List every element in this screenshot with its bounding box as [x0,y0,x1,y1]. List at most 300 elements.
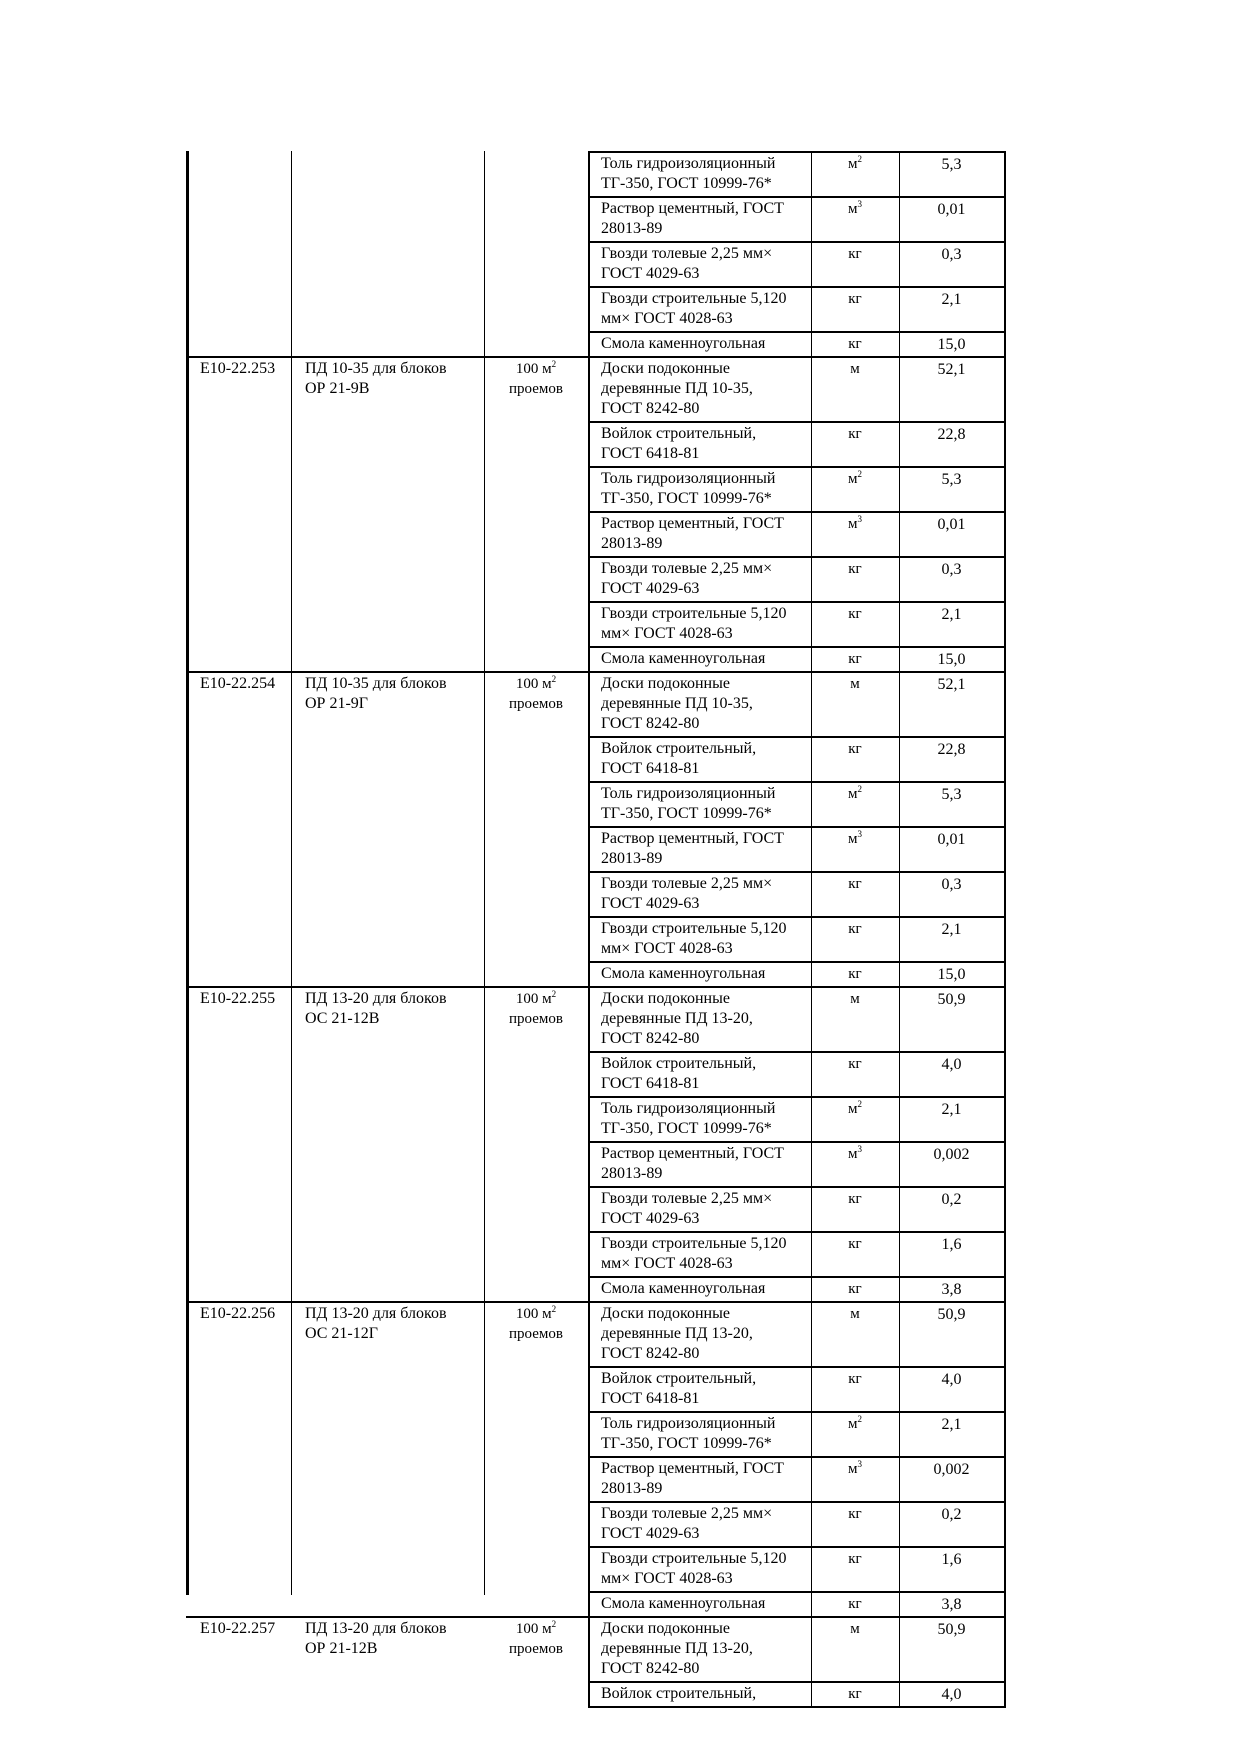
unit-cell [811,244,899,264]
material-name-line: Гвозди толевые 2,25 мм× [601,245,773,262]
material-row-divider [588,871,1006,873]
quantity-cell: 22,8 [937,741,966,758]
material-name-line: ГОСТ 6418-81 [601,760,700,777]
measurement-unit [484,674,588,714]
measurement-unit-line [484,989,588,1009]
unit-superscript: 2 [857,1414,862,1424]
material-name [601,334,808,354]
unit-cell [811,1304,899,1324]
measurement-unit-superscript: 2 [551,989,557,999]
column-divider-code [291,151,292,1595]
material-name-line: ГОСТ 4029-63 [601,265,700,282]
material-name-line: Гвозди строительные 5,120 [601,1235,787,1252]
material-row-divider [588,1501,1006,1503]
unit-cell [811,1279,899,1299]
unit-text: м [850,676,860,692]
material-name [601,199,808,239]
unit-text: м [848,1461,858,1477]
norm-description-line: ПД 10-35 для блоков [305,675,447,692]
unit-text: кг [848,921,862,937]
material-row-divider [588,1681,1006,1683]
norm-description [305,1304,482,1344]
quantity-cell: 2,1 [941,291,962,308]
material-name [601,1549,808,1589]
unit-text: м [850,1306,860,1322]
material-name-line: ГОСТ 4029-63 [601,580,700,597]
quantity-cell: 4,0 [941,1056,962,1073]
unit-cell [811,1684,899,1704]
material-name-line: Доски подоконные [601,360,730,377]
material-row-divider [588,1366,1006,1368]
quantity-cell: 5,3 [941,471,962,488]
material-name-line: Толь гидроизоляционный [601,155,776,172]
material-name-line: ГОСТ 4029-63 [601,1525,700,1542]
unit-superscript: 3 [857,1144,862,1154]
unit-cell [811,1594,899,1614]
norm-description-line: ПД 13-20 для блоков [305,1305,447,1322]
norm-description [305,1619,482,1659]
measurement-unit-line: проемов [509,1326,563,1342]
material-name-line: ТГ-350, ГОСТ 10999-76* [601,175,772,192]
unit-cell [811,359,899,379]
unit-text: м [848,1416,858,1432]
material-name [601,674,808,734]
material-name [601,1099,808,1139]
quantity-cell: 15,0 [937,336,966,353]
unit-cell [811,1414,899,1434]
quantity-cell: 1,6 [941,1236,962,1253]
unit-cell [811,919,899,939]
unit-cell [811,1144,899,1164]
measurement-unit-line [484,1619,588,1639]
unit-superscript: 3 [857,829,862,839]
unit-superscript: 2 [857,784,862,794]
norm-code: Е10-22.256 [200,1305,276,1322]
material-row-divider [588,961,1006,963]
material-row-divider [588,1706,1006,1708]
unit-superscript: 2 [857,154,862,164]
quantity-cell: 0,002 [933,1146,970,1163]
measurement-unit-superscript: 2 [551,674,557,684]
material-name [601,1594,808,1614]
material-name-line: Войлок строительный, [601,1685,757,1702]
material-name [601,919,808,959]
unit-superscript: 3 [857,199,862,209]
measurement-unit-line [484,359,588,379]
material-name-line: мм× ГОСТ 4028-63 [601,310,733,327]
material-name-line: Толь гидроизоляционный [601,1415,776,1432]
unit-cell [811,514,899,534]
material-row-divider [588,331,1006,333]
column-divider-material [811,151,812,1708]
material-name [601,469,808,509]
unit-text: кг [848,336,862,352]
material-row-divider [588,466,1006,468]
group-divider [186,986,1006,988]
group-divider [186,1301,1006,1303]
unit-text: кг [848,1551,862,1567]
quantity-cell: 0,3 [941,876,962,893]
material-name [601,1684,808,1704]
material-name-line: Доски подоконные [601,675,730,692]
material-name-line: Доски подоконные [601,1305,730,1322]
quantity-cell: 1,6 [941,1551,962,1568]
material-name-line: Доски подоконные [601,990,730,1007]
material-name-line: Гвозди толевые 2,25 мм× [601,560,773,577]
material-name-line: ТГ-350, ГОСТ 10999-76* [601,490,772,507]
unit-cell [811,289,899,309]
unit-text: кг [848,426,862,442]
unit-cell [811,649,899,669]
material-name-line: Гвозди толевые 2,25 мм× [601,1190,773,1207]
unit-text: кг [848,741,862,757]
norm-description [305,989,482,1029]
material-name-line: ТГ-350, ГОСТ 10999-76* [601,1120,772,1137]
quantity-cell: 50,9 [937,1621,966,1638]
quantity-cell: 0,2 [941,1191,962,1208]
unit-cell [811,1369,899,1389]
norm-description-line: ОС 21-12Г [305,1325,378,1342]
material-name [601,964,808,984]
material-name-line: Смола каменноугольная [601,965,766,982]
material-name-line: Раствор цементный, ГОСТ [601,200,784,217]
material-name-line: Гвозди строительные 5,120 [601,605,787,622]
unit-cell [811,674,899,694]
quantity-cell: 0,01 [937,831,966,848]
quantity-cell: 50,9 [937,1306,966,1323]
material-name [601,739,808,779]
material-row-divider [588,556,1006,558]
material-name-line: Толь гидроизоляционный [601,785,776,802]
material-name-line: Войлок строительный, [601,1055,757,1072]
norm-description [305,674,482,714]
material-row-divider [588,286,1006,288]
material-name-line: Войлок строительный, [601,425,757,442]
material-name [601,1234,808,1274]
measurement-unit-line: проемов [509,381,563,397]
unit-superscript: 2 [857,1099,862,1109]
material-name [601,829,808,869]
material-name-line: Раствор цементный, ГОСТ [601,515,784,532]
material-name-line: ГОСТ 6418-81 [601,1390,700,1407]
unit-cell [811,1549,899,1569]
unit-text: м [848,831,858,847]
quantity-cell: 15,0 [937,966,966,983]
quantity-cell: 3,8 [941,1596,962,1613]
material-name-line: 28013-89 [601,220,663,237]
material-name [601,1619,808,1679]
unit-cell [811,424,899,444]
material-name-line: деревянные ПД 13-20, [601,1325,753,1342]
material-row-divider [588,1546,1006,1548]
unit-text: кг [848,1371,862,1387]
norm-code: Е10-22.254 [200,675,276,692]
material-name-line: ГОСТ 8242-80 [601,1345,700,1362]
unit-text: м [848,1146,858,1162]
material-name [601,359,808,419]
material-row-divider [588,1186,1006,1188]
quantity-cell: 15,0 [937,651,966,668]
material-name [601,649,808,669]
material-name [601,1414,808,1454]
measurement-unit [484,1619,588,1659]
material-name-line: Толь гидроизоляционный [601,1100,776,1117]
material-name [601,1459,808,1499]
quantity-cell: 22,8 [937,426,966,443]
unit-text: кг [848,606,862,622]
material-name-line: 28013-89 [601,1165,663,1182]
quantity-cell: 50,9 [937,991,966,1008]
material-row-divider [588,421,1006,423]
material-name [601,784,808,824]
measurement-unit [484,989,588,1029]
material-name-line: ТГ-350, ГОСТ 10999-76* [601,805,772,822]
norm-code: Е10-22.253 [200,360,276,377]
unit-text: кг [848,1596,862,1612]
material-name-line: Доски подоконные [601,1620,730,1637]
material-row-divider [588,1231,1006,1233]
unit-text: кг [848,1056,862,1072]
table-top-border [588,151,1006,153]
material-name [601,604,808,644]
material-name-line: мм× ГОСТ 4028-63 [601,625,733,642]
material-name [601,514,808,554]
unit-cell [811,739,899,759]
material-name-line: Раствор цементный, ГОСТ [601,1460,784,1477]
unit-cell [811,964,899,984]
measurement-unit-superscript: 2 [551,1619,557,1629]
unit-cell [811,874,899,894]
material-name [601,1504,808,1544]
group-divider [186,356,1006,358]
measurement-unit [484,1304,588,1344]
material-name [601,1304,808,1364]
unit-superscript: 3 [857,514,862,524]
material-row-divider [588,1051,1006,1053]
material-name-line: ГОСТ 4029-63 [601,895,700,912]
material-name-line: ГОСТ 8242-80 [601,715,700,732]
material-row-divider [588,601,1006,603]
material-name-line: ГОСТ 8242-80 [601,400,700,417]
norm-description-line: ПД 13-20 для блоков [305,1620,447,1637]
norm-description-line: ОР 21-12В [305,1640,378,1657]
measurement-unit-line: проемов [509,696,563,712]
unit-text: кг [848,1686,862,1702]
quantity-cell: 2,1 [941,1101,962,1118]
material-row-divider [588,511,1006,513]
material-row-divider [588,916,1006,918]
material-name-line: деревянные ПД 10-35, [601,380,753,397]
material-name [601,874,808,914]
measurement-unit-text: 100 м [515,676,552,692]
material-name-line: Гвозди строительные 5,120 [601,920,787,937]
unit-text: кг [848,1506,862,1522]
material-row-divider [588,1411,1006,1413]
unit-text: кг [848,966,862,982]
unit-text: кг [848,1281,862,1297]
material-row-divider [588,736,1006,738]
material-row-divider [588,196,1006,198]
quantity-cell: 2,1 [941,921,962,938]
material-name-line: мм× ГОСТ 4028-63 [601,1570,733,1587]
quantity-cell: 4,0 [941,1686,962,1703]
norm-description-line: ОР 21-9В [305,380,370,397]
unit-text: м [850,991,860,1007]
unit-superscript: 3 [857,1459,862,1469]
unit-cell [811,829,899,849]
material-row-divider [588,1456,1006,1458]
group-divider [186,671,1006,673]
material-name-line: ГОСТ 4029-63 [601,1210,700,1227]
unit-text: м [850,361,860,377]
quantity-cell: 2,1 [941,1416,962,1433]
material-name-line: 28013-89 [601,1480,663,1497]
measurement-unit-superscript: 2 [551,1304,557,1314]
material-name-line: деревянные ПД 10-35, [601,695,753,712]
material-name-line: Войлок строительный, [601,1370,757,1387]
material-name-line: Смола каменноугольная [601,1595,766,1612]
material-name [601,244,808,284]
material-name-line: ГОСТ 6418-81 [601,445,700,462]
norm-code: Е10-22.255 [200,990,276,1007]
column-divider-unit [588,151,590,1708]
unit-text: кг [848,291,862,307]
quantity-cell: 2,1 [941,606,962,623]
material-name-line: Раствор цементный, ГОСТ [601,830,784,847]
unit-cell [811,1234,899,1254]
quantity-cell: 4,0 [941,1371,962,1388]
column-divider-measure [899,151,900,1708]
material-row-divider [588,781,1006,783]
quantity-cell: 3,8 [941,1281,962,1298]
material-name [601,1189,808,1229]
material-row-divider [588,1141,1006,1143]
unit-text: м [848,201,858,217]
material-name-line: Смола каменноугольная [601,1280,766,1297]
material-name-line: Толь гидроизоляционный [601,470,776,487]
quantity-cell: 52,1 [937,361,966,378]
quantity-cell: 52,1 [937,676,966,693]
measurement-unit [484,359,588,399]
material-row-divider [588,1276,1006,1278]
norm-code: Е10-22.257 [200,1620,276,1637]
material-name [601,1369,808,1409]
unit-text: м [848,786,858,802]
material-row-divider [588,646,1006,648]
material-row-divider [588,1096,1006,1098]
unit-cell [811,1054,899,1074]
unit-cell [811,559,899,579]
material-row-divider [588,1591,1006,1593]
quantity-cell: 0,01 [937,516,966,533]
quantity-cell: 5,3 [941,786,962,803]
table-left-border [186,151,189,1595]
unit-text: кг [848,1191,862,1207]
unit-cell [811,1099,899,1119]
unit-text: м [848,1101,858,1117]
material-row-divider [588,241,1006,243]
material-name-line: ГОСТ 8242-80 [601,1660,700,1677]
unit-cell [811,1504,899,1524]
unit-text: м [848,516,858,532]
unit-cell [811,199,899,219]
material-name [601,424,808,464]
measurement-unit-line [484,1304,588,1324]
material-name [601,559,808,599]
unit-cell [811,604,899,624]
material-name-line: мм× ГОСТ 4028-63 [601,1255,733,1272]
material-name-line: Гвозди строительные 5,120 [601,1550,787,1567]
material-name-line: Гвозди толевые 2,25 мм× [601,1505,773,1522]
norm-description-line: ОР 21-9Г [305,695,369,712]
material-name-line: 28013-89 [601,850,663,867]
material-name [601,154,808,194]
material-name-line: мм× ГОСТ 4028-63 [601,940,733,957]
unit-cell [811,1189,899,1209]
quantity-cell: 0,002 [933,1461,970,1478]
material-name-line: Гвозди строительные 5,120 [601,290,787,307]
unit-cell [811,469,899,489]
quantity-cell: 5,3 [941,156,962,173]
table-right-border [1004,151,1006,1708]
material-name-line: деревянные ПД 13-20, [601,1640,753,1657]
material-name-line: Смола каменноугольная [601,650,766,667]
quantity-cell: 0,2 [941,1506,962,1523]
quantity-cell: 0,3 [941,246,962,263]
unit-cell [811,784,899,804]
quantity-cell: 0,3 [941,561,962,578]
norm-description-line: ПД 13-20 для блоков [305,990,447,1007]
material-name [601,1144,808,1184]
material-name-line: Раствор цементный, ГОСТ [601,1145,784,1162]
unit-text: кг [848,876,862,892]
unit-text: кг [848,561,862,577]
unit-text: м [848,156,858,172]
measurement-unit-text: 100 м [515,1621,552,1637]
measurement-unit-text: 100 м [515,991,552,1007]
unit-text: м [848,471,858,487]
material-name-line: Войлок строительный, [601,740,757,757]
material-name-line: 28013-89 [601,535,663,552]
material-name-line: ГОСТ 6418-81 [601,1075,700,1092]
unit-text: кг [848,651,862,667]
material-name-line: Смола каменноугольная [601,335,766,352]
measurement-unit-text: 100 м [515,1306,552,1322]
measurement-unit-superscript: 2 [551,359,557,369]
unit-cell [811,1459,899,1479]
material-name [601,1054,808,1094]
unit-cell [811,1619,899,1639]
unit-text: кг [848,1236,862,1252]
material-name-line: деревянные ПД 13-20, [601,1010,753,1027]
material-row-divider [588,826,1006,828]
unit-cell [811,989,899,1009]
unit-text: кг [848,246,862,262]
unit-text: м [850,1621,860,1637]
measurement-unit-line [484,674,588,694]
unit-superscript: 2 [857,469,862,479]
material-name-line: ТГ-350, ГОСТ 10999-76* [601,1435,772,1452]
material-name [601,1279,808,1299]
unit-cell [811,154,899,174]
column-divider-description [484,151,485,1595]
group-divider [186,1616,1006,1618]
norm-description-line: ПД 10-35 для блоков [305,360,447,377]
norm-description-line: ОС 21-12В [305,1010,380,1027]
measurement-unit-line: проемов [509,1011,563,1027]
quantity-cell: 0,01 [937,201,966,218]
measurement-unit-line: проемов [509,1641,563,1657]
